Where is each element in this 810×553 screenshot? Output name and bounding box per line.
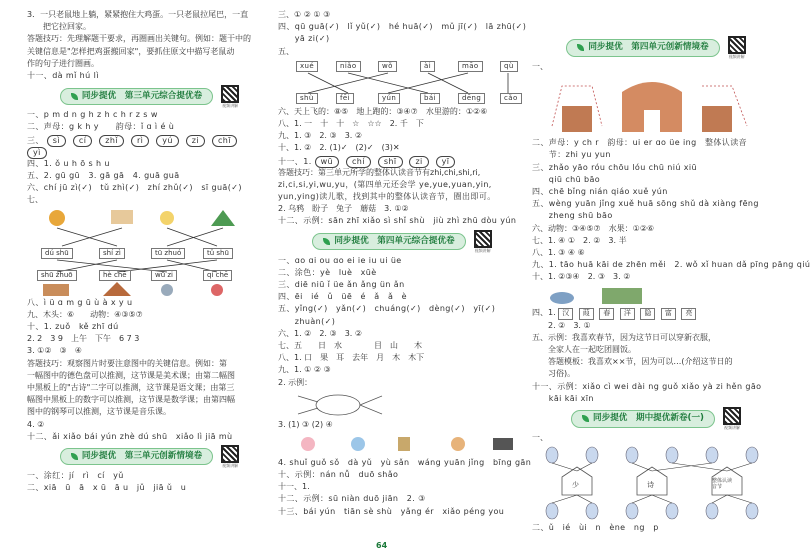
house-label: 诗 xyxy=(647,481,654,490)
char-box: 富 xyxy=(661,308,676,319)
pinyin-box: wū zi xyxy=(151,270,177,281)
pinyin-oval: yì xyxy=(27,147,47,159)
answer-line: yun,ying)读儿歌，找到其中的整体认读音节，圈出即可。 xyxy=(278,192,496,202)
scene-illustration xyxy=(532,286,780,306)
pinyin-box: bái xyxy=(420,93,440,104)
char-box: 春 xyxy=(599,308,614,319)
answer-line: 把它拉回家。 xyxy=(27,22,91,32)
cookie-icon xyxy=(451,437,465,451)
pinyin-box: wǒ xyxy=(378,61,397,72)
answer-line: 十、1. zuǒ kě zhī dú xyxy=(27,322,119,331)
pinyin-box: shí zì xyxy=(99,248,125,259)
penguin-icon xyxy=(746,447,758,463)
field-icon xyxy=(602,288,642,304)
section-header xyxy=(532,409,780,429)
tip-line: 答题模板：我喜欢××节，因为可以…(介绍这节日的 xyxy=(532,357,733,367)
answer-line: 十二、示例：sū niàn duō jiān 2. ③ xyxy=(278,494,426,504)
answer-line xyxy=(532,308,780,320)
answer-line: 关键信息是"怎样把鸡蛋搬回家"，要抓住原文中描写老鼠动 xyxy=(27,46,235,56)
pinyin-box: yún xyxy=(378,93,400,104)
pinyin-oval: zi xyxy=(409,156,428,168)
qr-caption: 视频讲解 xyxy=(728,54,745,60)
answer-line: 十一、1. xyxy=(278,482,310,492)
column-middle xyxy=(278,10,532,539)
column-right xyxy=(532,10,810,539)
car-icon xyxy=(161,284,173,296)
answer-line: 九、1. ① ② ③ xyxy=(278,365,331,375)
qr-caption: 视频讲解 xyxy=(723,425,740,431)
pinyin-oval: zhǐ xyxy=(99,135,124,147)
answer-line: 六、动物：③④⑤⑦ 水果：①②⑥ xyxy=(532,223,655,233)
pinyin-box: qí chē xyxy=(203,270,232,281)
pinyin-box: tū zhuó xyxy=(151,248,185,259)
pinyin-oval: chí xyxy=(346,156,371,168)
answer-line: 3. ①② ③ ④ xyxy=(27,346,82,356)
column-left xyxy=(27,10,272,539)
answer-line: 4. ② xyxy=(27,419,45,429)
section-title: 同步提优 第三单元创新情境卷 xyxy=(81,451,203,462)
answer-line: kāi kāi xīn xyxy=(532,393,594,403)
matching-illustration xyxy=(27,210,272,296)
answer-line: 九、1. tāo huā kāi de zhēn měi 2. wǒ xǐ huan dǎ pīng pāng qiú xyxy=(532,260,810,270)
answer-line: 四、qū guā(✓) lǐ yǔ(✓) hé huā(✓) mǔ jī(✓) lā zhū(✓) xyxy=(278,22,527,32)
word-web-diagram xyxy=(278,392,526,418)
answer-line: 一、p m d n g h z h c h r z s w xyxy=(27,110,158,120)
answer-line: 2. 2 3 9 上午 下午 6 7 3 xyxy=(27,334,140,344)
question-number: 十一、1. xyxy=(278,156,312,166)
answer-line: 五、wèng yuān jǐng xuě huā sōng shǔ dà xiàng fēng xyxy=(532,199,759,209)
answer-line: 三、diē niū ǐ üe ǎn ǎng ün ǎn xyxy=(278,280,405,289)
word-web-illustration xyxy=(278,392,526,418)
penguin-icon xyxy=(706,503,718,519)
tip-line: 答题技巧：先理解题干要求，再圈画出关键句。例如：题干中的 xyxy=(27,34,251,44)
pinyin-oval: shī xyxy=(378,156,403,168)
pinyin-box: fēi xyxy=(336,93,354,104)
qr-code[interactable] xyxy=(221,85,239,108)
pinyin-oval: rì xyxy=(131,135,149,147)
char-box: 葭 xyxy=(579,308,594,319)
pinyin-box: niǎo xyxy=(336,61,361,72)
qr-icon xyxy=(221,85,239,103)
section-title: 同步提优 第四单元综合提优卷 xyxy=(334,236,455,247)
answer-line: 八、1. 一 十 十 ☆ ☆☆ 2. 千 下 xyxy=(278,118,424,128)
answer-line: 二、ǔ ié ùi n ène ng p xyxy=(532,523,659,533)
answer-line: 一、ɑo ɑi ou ɑo ei ie iu ui üe xyxy=(278,255,402,265)
answer-line: 十一、示例：xiǎo cì wei dài ng guǒ xiǎo yà zi hěn gāo xyxy=(532,381,762,391)
answer-line: 2. ② 3. ① xyxy=(532,320,591,330)
question-number: 三、 xyxy=(27,135,44,145)
answer-line: qiū chū bāo xyxy=(532,174,601,184)
pinyin-box: xué xyxy=(296,61,318,72)
answer-line: 二、涂色：yè luè xūè xyxy=(278,267,377,277)
answer-line: 五、2. gū gū 3. gā gā 4. guā guā xyxy=(27,171,180,181)
answer-line: 幅图中黑板上的数字可以推测，这节课是数学课；由第四幅 xyxy=(27,395,235,405)
answer-line: 九、1. ③ 2. ③ 3. ② xyxy=(278,131,363,141)
answer-line: zheng shū bāo xyxy=(532,211,613,221)
section-header xyxy=(27,86,272,106)
answer-line: 一幅图中的德色盘可以推测，这节课是美术课；由第二幅图 xyxy=(27,370,235,380)
answer-line: 十、1. ② 2. (1)✓ (2)✓ (3)✕ xyxy=(278,143,400,153)
answer-line: 习俗)。 xyxy=(532,369,576,379)
penguin-icon xyxy=(666,447,678,463)
answer-line: 全家人在一起吃团圆饭。 xyxy=(532,345,636,354)
objects-diagram xyxy=(278,434,526,456)
section-header xyxy=(27,447,272,467)
web-center xyxy=(316,395,360,415)
answer-line: 一、 xyxy=(532,62,548,71)
penguin-icon xyxy=(706,447,718,463)
qr-caption: 视频讲解 xyxy=(474,248,491,254)
answer-line: 四、chē bǐng nián qiáo xuě yún xyxy=(532,186,668,196)
answer-line: 十二、示例：sān zhī xiǎo sì shǐ shù jiù zhì zhū dòu yún xyxy=(278,216,517,226)
houses-diagram xyxy=(532,447,780,521)
pinyin-box: dēng xyxy=(458,93,485,104)
qr-icon xyxy=(723,407,741,425)
answer-line: zi,ci,si,yi,wu,yu，(第四单元还会学 ye,yue,yuan,yin, xyxy=(278,179,492,189)
answer-line: 五、 xyxy=(278,46,294,56)
section-title: 同步提优 第四单元创新情境卷 xyxy=(588,42,709,53)
fruit-icon xyxy=(301,437,315,451)
house-icon xyxy=(103,282,131,296)
qr-code[interactable] xyxy=(723,407,741,430)
leaf-icon xyxy=(582,415,589,422)
answer-line: 4. shuǐ guǒ sǒ dà yǔ yù sǎn wáng yuān jǐng bīng gān xyxy=(278,457,532,467)
answer-line: 节：zhi yu yun xyxy=(532,150,611,160)
answer-line: 一、涂红：jí rì cí yǔ xyxy=(27,470,124,480)
answer-line: 十二、ǎi xiǎo bái yún zhè dú shū xiǎo lì jiā mù xyxy=(27,431,233,441)
penguin-icon xyxy=(666,503,678,519)
answer-line: 六、chí jū zì(✓) tǔ zhì(✓) zhí zhǔ(✓) sī guā(✓) xyxy=(27,183,242,193)
penguin-icon xyxy=(586,447,598,463)
pinyin-oval: zi xyxy=(186,135,205,147)
answer-line: 作的句子进行圈画。 xyxy=(27,58,99,68)
bike-icon xyxy=(211,284,223,296)
answer-line: 四、ēi ié ǔ üē é ǎ ǎ è xyxy=(278,292,407,302)
answer-line: 图中的钢琴可以推测，这节课是音乐课。 xyxy=(27,407,171,417)
glasses-icon xyxy=(493,438,513,450)
answer-line: 一、 xyxy=(532,432,548,442)
pinyin-box: qù xyxy=(500,61,518,72)
answer-line: 二、xiā ū ā x ū ā u jǔ jiā ǔ u xyxy=(27,483,187,493)
goose-icon xyxy=(550,292,574,304)
desk-icon xyxy=(43,284,69,296)
castle-illustration xyxy=(532,76,780,136)
object-matching xyxy=(278,434,526,456)
answer-line: 二、声母：g k h y 韵母：ǐ ɑ ì é ù xyxy=(27,122,175,132)
pinyin-box: dú shū xyxy=(41,248,73,259)
answer-line: 七、1. ④ ① 2. ② 3. 半 xyxy=(532,235,627,245)
section-title: 同步提优 第三单元综合提优卷 xyxy=(81,90,203,101)
answer-line: 六、天上飞的：⑧⑤ 地上跑的：③④⑦ 水里游的：①②⑥ xyxy=(278,106,488,116)
leaf-icon xyxy=(577,44,584,51)
qr-icon xyxy=(221,445,239,463)
answer-line: yā zi(✓) xyxy=(278,34,330,44)
answer-line: 五、yǐng(✓) yǎn(✓) chuáng(✓) dèng(✓) yī(✓) xyxy=(278,304,496,314)
qr-code[interactable] xyxy=(221,445,239,468)
answer-line: 九、木头：⑥ 动物：④③⑤⑦ xyxy=(27,309,143,319)
penguin-icon xyxy=(546,503,558,519)
qr-caption: 视频讲解 xyxy=(222,463,239,469)
penguin-icon xyxy=(626,447,638,463)
pinyin-box: tǔ shū xyxy=(203,248,233,259)
char-box: 亮 xyxy=(681,308,696,319)
lion-icon xyxy=(49,210,65,226)
penguin-icon xyxy=(546,447,558,463)
pinyin-box: shù xyxy=(296,93,318,104)
pinyin-box: ài xyxy=(420,61,435,72)
pinyin-oval: sì xyxy=(47,135,66,147)
castle-dot-puzzle xyxy=(532,76,780,136)
leaf-icon xyxy=(71,453,78,460)
pinyin-oval: yī xyxy=(436,156,456,168)
answer-line: 八、1. 口 果 耳 去年 月 木 木下 xyxy=(278,353,425,363)
answer-line: 2. 乌鸦 盼子 兔子 蘑菇 3. ①② xyxy=(278,204,409,214)
answer-line: 八、1. ③ ④ ⑥ xyxy=(532,247,585,257)
pencil-icon xyxy=(398,437,410,451)
answer-line: 五、示例：我喜欢春节，因为这节日可以穿新衣服， xyxy=(532,332,716,342)
answer-line: 七、五 日 水 目 山 木 xyxy=(278,340,422,350)
qr-icon xyxy=(728,36,746,54)
tree-icon xyxy=(211,210,235,226)
answer-line: 八、ì ü ɑ m g ū ù à x y u xyxy=(27,297,133,307)
answer-line xyxy=(278,156,526,168)
answer-line: 六、1. ② 2. ③ 3. ② xyxy=(278,328,363,338)
reader-icon xyxy=(111,210,133,224)
penguin-icon xyxy=(586,503,598,519)
answer-line: 3．一只老鼠地上躺，紧紧抱住大鸡蛋。一只老鼠拉尾巴，一直 xyxy=(27,10,249,19)
char-box: 隐 xyxy=(640,308,655,319)
pinyin-box: māo xyxy=(458,61,483,72)
pinyin-box: hè chē xyxy=(99,270,131,281)
section-title: 同步提优 期中提优新卷(一) xyxy=(593,413,704,424)
tip-line: 答题技巧：观察图片时要注意图中的关键信息。例如：第 xyxy=(27,358,227,368)
penguin-icon xyxy=(626,503,638,519)
answer-line: 四、1. ǒ u h ō s h u xyxy=(27,158,110,168)
penguin-icon xyxy=(746,503,758,519)
pinyin-oval: chī xyxy=(212,135,237,147)
sun-icon xyxy=(160,211,174,225)
pinyin-oval: cí xyxy=(73,135,92,147)
qr-code[interactable] xyxy=(728,36,746,59)
answer-line: zhuàn(✓) xyxy=(278,316,336,326)
tip-line: 答题技巧：第三单元所学的整体认读音节有zhi,chi,shi,ri, xyxy=(278,167,481,177)
answer-line xyxy=(27,147,272,159)
section-header xyxy=(278,232,526,252)
house-label: 少 xyxy=(572,481,579,490)
qr-icon xyxy=(474,230,492,248)
pinyin-matching xyxy=(278,61,526,105)
page-number: 64 xyxy=(376,540,388,550)
leaf-icon xyxy=(323,238,330,245)
qr-code[interactable] xyxy=(474,230,492,253)
section-header xyxy=(532,38,780,58)
answer-line: 2. 示例： xyxy=(278,377,313,387)
answer-line: 二、声母：y ch r 韵母：ui er ɑo üe ing 整体认读音 xyxy=(532,138,747,148)
pinyin-box: shū zhuō xyxy=(37,270,77,281)
answer-line: 3. (1) ③ (2) ④ xyxy=(278,419,333,429)
answer-line: 三、① ② ① ③ xyxy=(278,10,331,19)
question-number: 四、1. xyxy=(532,308,556,318)
penguin-houses xyxy=(532,447,780,521)
leaf-icon xyxy=(71,93,78,100)
scene-diagram xyxy=(532,286,780,306)
answer-line: 十一、dà mǐ hú lì xyxy=(27,70,99,80)
pinyin-oval: yú xyxy=(156,135,179,147)
house-label: 整体认读 音节 xyxy=(712,478,733,490)
qr-caption: 视频讲解 xyxy=(222,102,239,108)
answer-line: 十三、bái yún tiān sè shù yǎng ér xiǎo péng you xyxy=(278,506,505,516)
answer-line xyxy=(27,135,272,147)
answer-line: 中黑板上的"古诗"二字可以推测，这节课是语文课；由第三 xyxy=(27,382,235,392)
pinyin-box: cǎo xyxy=(500,93,522,104)
umbrella-icon xyxy=(351,437,365,451)
answer-line: 七、 xyxy=(27,195,43,205)
pinyin-oval: wū xyxy=(315,156,339,168)
answer-line: 三、zhǎo yāo róu chōu lóu chū niú xiū xyxy=(532,162,698,172)
answer-line: 十、1. ②③④ 2. ③ 3. ② xyxy=(532,272,631,282)
char-box: 汉 xyxy=(558,308,573,319)
answer-line: 十、示例：nán nǚ duō shǎo xyxy=(278,470,399,480)
char-box: 洋 xyxy=(620,308,635,319)
